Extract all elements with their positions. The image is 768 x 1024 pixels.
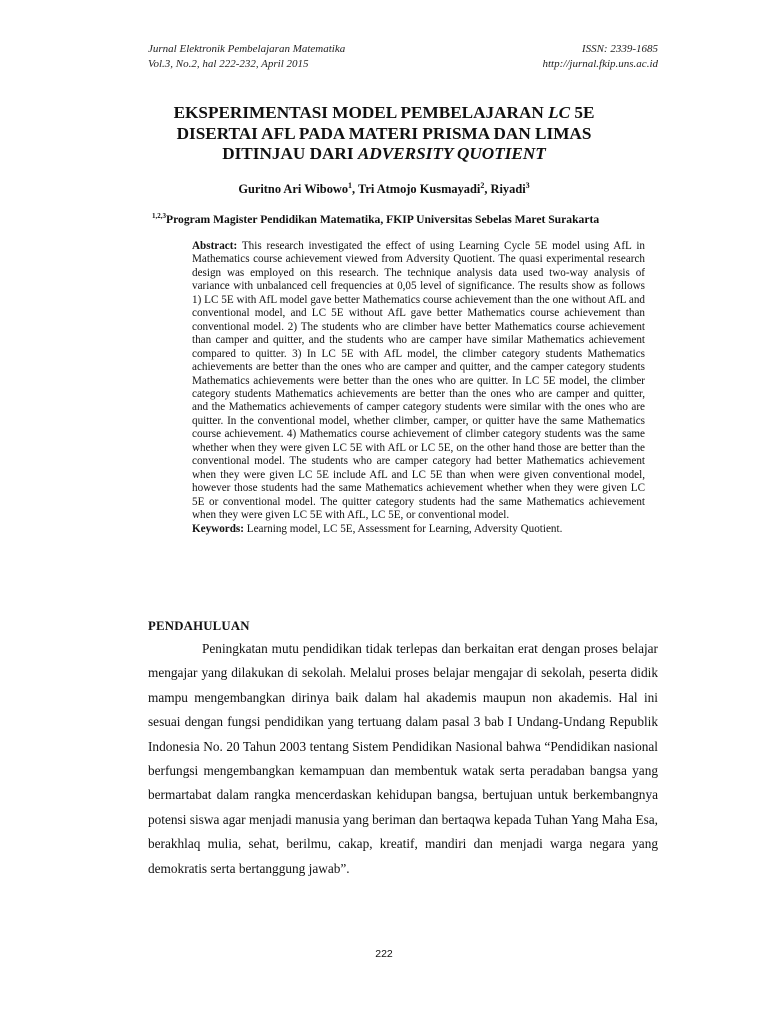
title-line-2: DISERTAI AFL PADA MATERI PRISMA DAN LIMAS xyxy=(176,123,592,143)
affiliation-text: Program Magister Pendidikan Matematika, FKIP Universitas Sebelas Maret Surakarta xyxy=(166,212,600,226)
title-line-3: DITINJAU DARI ADVERSITY QUOTIENT xyxy=(222,144,546,163)
author-name: Riyadi xyxy=(490,182,526,197)
keywords-paragraph xyxy=(192,523,645,536)
author-affil-mark: 3 xyxy=(525,181,530,190)
journal-url: http://jurnal.fkip.uns.ac.id xyxy=(542,58,658,70)
journal-name: Jurnal Elektronik Pembelajaran Matematika xyxy=(148,43,346,55)
keywords-label: Keywords: xyxy=(192,522,244,535)
issn: ISSN: 2339-1685 xyxy=(581,43,658,55)
author-affil-mark: 1 xyxy=(348,181,353,190)
abstract-text: This research investigated the effect of using Learning Cycle 5E model using AfL in Mathematics course achievement viewed from Adversity Quotient. The quasi experimental research design was employed on this research. The technique analysis data used two-way analysis of variance with unbalanced cell frequencies at 0,05 level of significance. The results show as follows 1) LC 5E with AfL model gave better Mathematics course achievement than the one without AfL and conventional model, and LC 5E without AfL gave better Mathematics course achievement than conventional model. 2) The students who are climber have better Mathematics course achievement than camper and quitter, and the students who are camper have similar Mathematics achievement compared to quitter. 3) In LC 5E with AfL model, the climber category students Mathematics achievements are better than the ones who are camper and quitter, and the camper category students Mathematics achievements were better than the ones who are quitter. In LC 5E model, the climber category students Mathematics achievements are better than the ones who are camper and quitter, and the Mathematics achievements of camper category students were similar with the ones who are quitter. In the conventional model, whether climber, camper, or quitter have the same Mathematics course achievement. 4) Mathematics course achievement of climber category students was the same whether when they were given LC 5E with AfL or LC 5E, on the other hand those are better than the conventional model. The students who are camper category had better Mathematics achievement when they were given LC 5E include AfL and LC 5E than when were given conventional model, however those students had the same Mathematics achievement whether when they were given LC 5E or conventional model. The quitter category students had the same Mathematics achievement when they were given LC 5E with AfL, LC 5E, or conventional model. xyxy=(192,240,645,522)
author-list: Guritno Ari Wibowo$^1$, Tri Atmojo Kusmayadi$^2$, Riyadi$^3$ xyxy=(238,181,530,197)
title-line-1: EKSPERIMENTASI MODEL PEMBELAJARAN LC 5E xyxy=(173,103,595,122)
volume-info: Vol.3, No.2, hal 222-232, April 2015 xyxy=(148,58,309,70)
abstract-paragraph xyxy=(192,240,645,523)
abstract-label: Abstract: xyxy=(192,240,238,252)
header-row-2 xyxy=(148,57,658,72)
keywords-text: Learning model, LC 5E, Assessment for Learning, Adversity Quotient. xyxy=(243,522,563,535)
affiliation-mark: 1,2,3 xyxy=(152,212,166,220)
page-number: 222 xyxy=(375,948,393,960)
body-paragraph: Peningkatan mutu pendidikan tidak terlepas dan berkaitan erat dengan proses belajar mengajar yang dilakukan di sekolah. Melalui proses belajar mengajar di sekolah, peserta didik mampu mengembangkan dirinya baik dalam hal akademis maupun non akademis. Hal ini sesuai dengan fungsi pendidikan yang tertuang dalam pasal 3 bab I Undang-Undang Republik Indonesia No. 20 Tahun 2003 tentang Sistem Pendidikan Nasional bahwa “Pendidikan nasional berfungsi mengembangkan kemampuan dan membentuk watak serta peradaban bangsa yang bermartabat dalam rangka mencerdaskan kehidupan bangsa, bertujuan untuk berkembangnya potensi siswa agar menjadi manusia yang beriman dan bertaqwa kepada Tuhan Yang Maha Esa, berakhlaq mulia, sehat, berilmu, cakap, kreatif, mandiri dan menjadi warga negara yang demokratis serta bertanggung jawab”. xyxy=(148,641,658,876)
abstract-block xyxy=(192,240,645,536)
paper-title xyxy=(110,103,658,165)
section-heading: PENDAHULUAN xyxy=(148,619,250,633)
author-name: Tri Atmojo Kusmayadi xyxy=(358,182,481,197)
author-name: Guritno Ari Wibowo xyxy=(238,182,349,197)
header-row-1 xyxy=(148,42,658,57)
body-text xyxy=(148,637,658,881)
affiliation xyxy=(152,212,672,226)
author-affil-mark: 2 xyxy=(480,181,485,190)
running-header xyxy=(148,42,658,72)
